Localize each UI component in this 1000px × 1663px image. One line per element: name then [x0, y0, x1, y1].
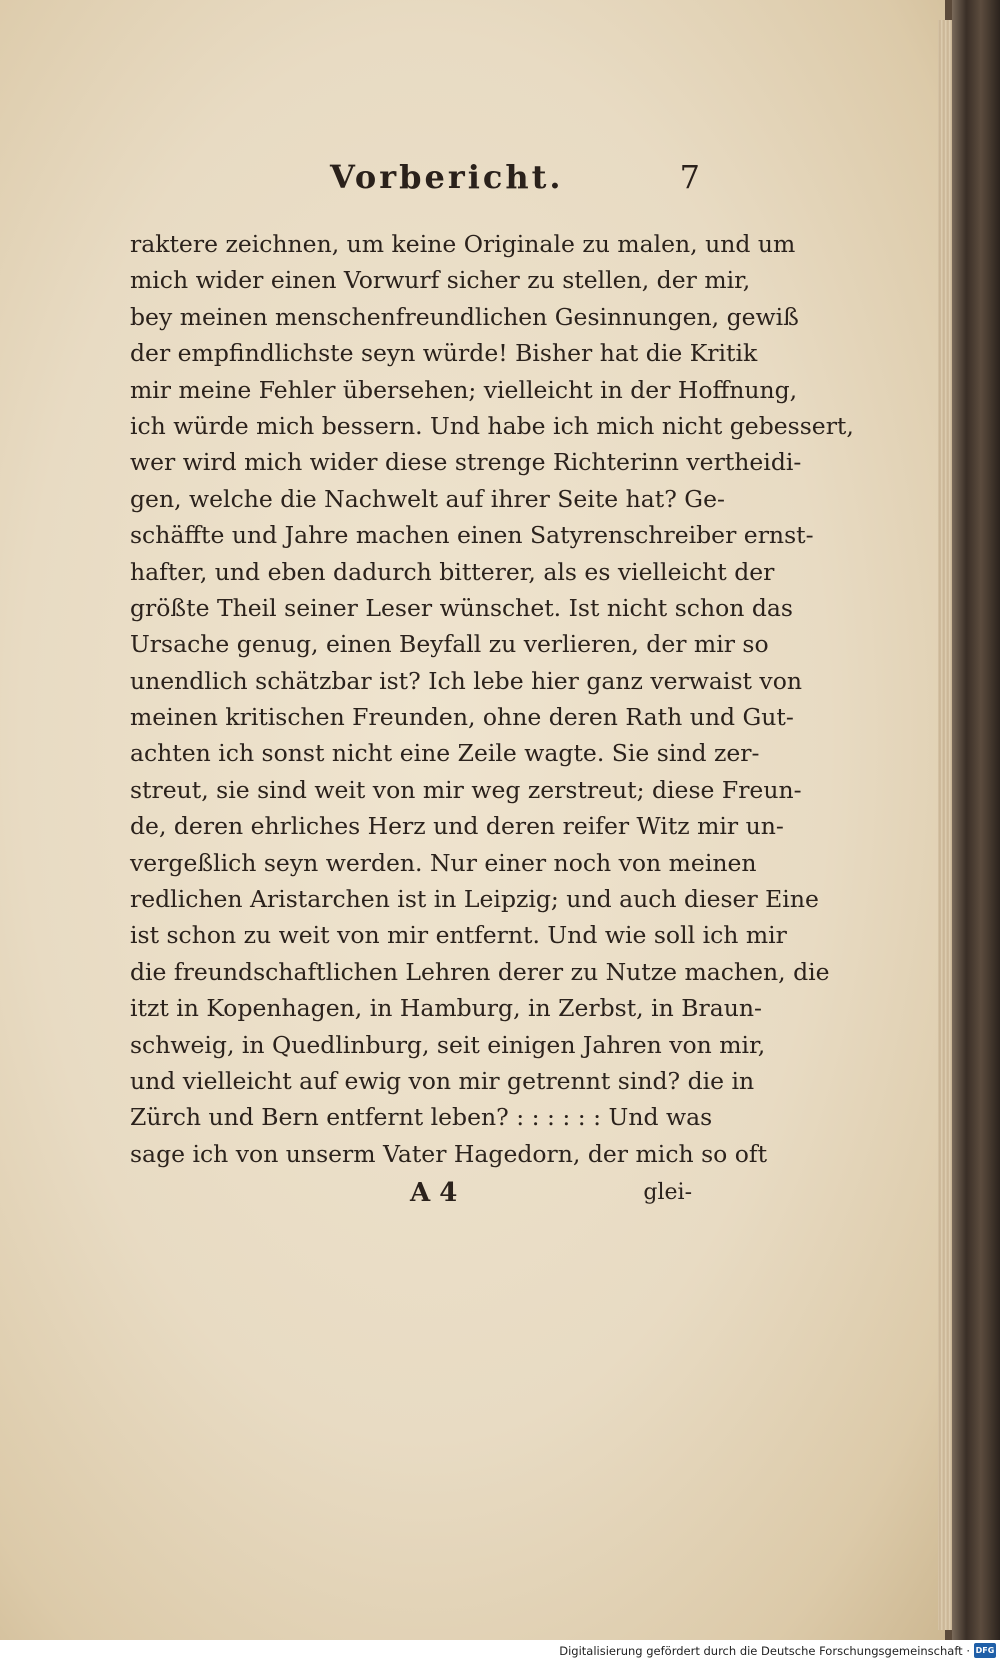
- page-header: [130, 158, 700, 198]
- text-line: schweig, in Quedlinburg, seit einigen Jahren von mir,: [130, 1030, 766, 1059]
- text-line: ich würde mich bessern. Und habe ich mich nicht gebessert,: [130, 411, 854, 440]
- text-line: itzt in Kopenhagen, in Hamburg, in Zerbst, in Braun-: [130, 994, 762, 1023]
- text-line: schäffte und Jahre machen einen Satyrenschreiber ernst-: [130, 521, 814, 550]
- text-line: sage ich von unserm Vater Hagedorn, der mich so oft: [130, 1139, 768, 1168]
- text-line: hafter, und eben dadurch bitterer, als es vielleicht der: [130, 557, 775, 586]
- running-title: Vorbericht.: [330, 158, 564, 196]
- text-line: der empfindlichste seyn würde! Bisher hat die Kritik: [130, 339, 758, 368]
- text-line: raktere zeichnen, um keine Originale zu malen, und um: [130, 230, 796, 258]
- text-line: vergeßlich seyn werden. Nur einer noch von meinen: [130, 848, 757, 877]
- text-line: wer wird mich wider diese strenge Richterinn vertheidi-: [130, 448, 802, 477]
- signature-mark: A 4: [410, 1178, 458, 1208]
- text-line: streut, sie sind weit von mir weg zerstreut; diese Freun-: [130, 775, 802, 804]
- text-line: gen, welche die Nachwelt auf ihrer Seite hat? Ge-: [130, 484, 725, 513]
- text-line: de, deren ehrliches Herz und deren reifer Witz mir un-: [130, 812, 784, 841]
- credit-text: Digitalisierung gefördert durch die Deutsche Forschungsgemeinschaft ·: [559, 1644, 970, 1658]
- page-number: 7: [679, 158, 700, 196]
- text-line: ist schon zu weit von mir entfernt. Und wie soll ich mir: [130, 921, 787, 950]
- catchword: glei-: [643, 1180, 692, 1205]
- text-line: meinen kritischen Freunden, ohne deren Rath und Gut-: [130, 703, 794, 732]
- text-line: bey meinen menschenfreundlichen Gesinnungen, gewiß: [130, 302, 799, 331]
- body-text: [130, 226, 854, 1172]
- text-line: redlichen Aristarchen ist in Leipzig; und auch dieser Eine: [130, 885, 819, 914]
- text-line: Ursache genug, einen Beyfall zu verlieren, der mir so: [130, 630, 769, 659]
- credit-bar: [0, 1640, 1000, 1663]
- text-line: mir meine Fehler übersehen; vielleicht in der Hoffnung,: [130, 375, 798, 404]
- dfg-logo-icon: DFG: [974, 1643, 996, 1658]
- text-line: die freundschaftlichen Lehren derer zu Nutze machen, die: [130, 957, 830, 986]
- text-line: Zürch und Bern entfernt leben? : : : : : : Und was: [130, 1103, 713, 1132]
- text-line: und vielleicht auf ewig von mir getrennt sind? die in: [130, 1066, 755, 1095]
- page-footer: [130, 1178, 700, 1218]
- text-line: mich wider einen Vorwurf sicher zu stellen, der mir,: [130, 266, 751, 295]
- text-line: größte Theil seiner Leser wünschet. Ist nicht schon das: [130, 593, 793, 622]
- text-line: unendlich schätzbar ist? Ich lebe hier ganz verwaist von: [130, 666, 802, 695]
- text-line: achten ich sonst nicht eine Zeile wagte. Sie sind zer-: [130, 739, 760, 768]
- book-cover-edge: [952, 0, 1000, 1640]
